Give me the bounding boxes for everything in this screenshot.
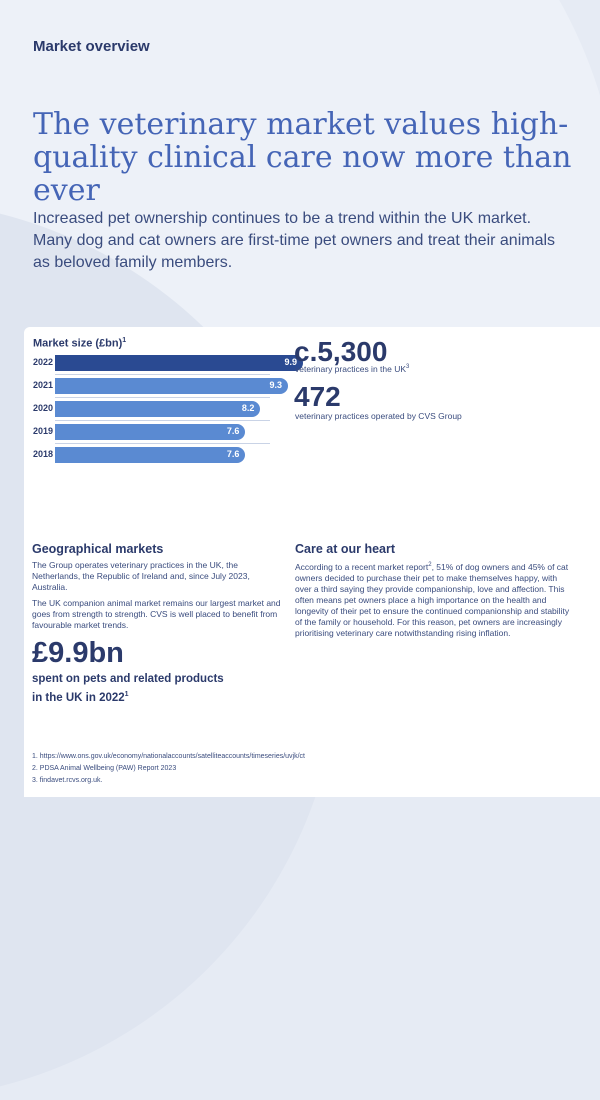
chart-title: Market size (£bn)$^1$: [33, 337, 127, 350]
footnotes: [32, 751, 305, 787]
geo-paragraph-2: The UK companion animal market remains our largest market and goes from strength to strength. CVS is well placed to benefit from favourable market trends.: [32, 598, 281, 630]
bar-row-2019: [33, 424, 313, 440]
bar-row-2018: [33, 447, 313, 463]
bar-divider: [55, 397, 270, 398]
bar-row-2021: [33, 378, 313, 394]
bar-row-2022: [33, 355, 313, 371]
bar-divider: [55, 443, 270, 444]
bar-2022: [55, 355, 303, 371]
geo-paragraph-1: The Group operates veterinary practices in the UK, the Netherlands, the Republic of Ireland and, since July 2023, Australia.: [32, 560, 250, 592]
bar-category-label: 2019: [33, 426, 54, 436]
spend-caption: spent on pets and related products in the UK in 2022$^1$: [32, 673, 224, 704]
page-headline: The veterinary market values high-quality clinical care now more than ever: [33, 107, 572, 208]
stat-practices-cvs-value: 472: [294, 381, 341, 412]
bar-2020: [55, 401, 260, 417]
bar-divider: [55, 374, 270, 375]
footnote-3: 3. findavet.rcvs.org.uk.: [32, 777, 103, 784]
bar-2018: [55, 447, 245, 463]
bar-category-label: 2022: [33, 357, 54, 367]
content-card: [24, 327, 600, 797]
bar-value-label: 7.6: [226, 426, 240, 436]
bar-value-label: 9.3: [269, 380, 282, 390]
geo-heading: Geographical markets: [32, 542, 164, 556]
stat-practices-uk-value: c.5,300: [294, 336, 388, 367]
footnote-1: 1. https://www.ons.gov.uk/economy/nationalaccounts/satelliteaccounts/timeseries/uvjk/ct: [32, 753, 306, 760]
section-label: Market overview: [33, 38, 150, 55]
stat-practices-cvs-label: veterinary practices operated by CVS Group: [295, 411, 462, 421]
bar-value-label: 8.2: [241, 403, 255, 413]
bar-row-2020: [33, 401, 313, 417]
intro-paragraph: Increased pet ownership continues to be a trend within the UK market. Many dog and cat owners are first-time pet owners and treat their animals as beloved family members.: [33, 210, 556, 271]
bar-value-label: 7.6: [226, 449, 240, 459]
bar-divider: [55, 420, 270, 421]
bar-2021: [55, 378, 288, 394]
bar-value-label: 9.9: [284, 357, 297, 367]
bar-2019: [55, 424, 245, 440]
bar-category-label: 2018: [33, 449, 54, 459]
stat-practices-uk-label: veterinary practices in the $UK^3$: [295, 364, 410, 374]
care-heading: Care at our heart: [295, 542, 396, 556]
bar-category-label: 2021: [33, 380, 54, 390]
care-paragraph: According to a recent market report$^2$, 51% of dog owners and 45% of cat owners decided to purchase their pet to make themselves happy, with over a third saying they provide companionship, love and affection. This often means pet owners place a high importance on the health and longevity of their pet to ensure the continued companionship and stability of the family or household. For this reason, pet owners are increasingly prioritising veterinary care notwithstanding rising inflation.: [295, 561, 570, 638]
spend-value: £9.9bn: [32, 637, 124, 669]
footnote-2: 2. PDSA Animal Wellbeing (PAW) Report 2023: [32, 765, 177, 772]
bar-category-label: 2020: [33, 403, 54, 413]
